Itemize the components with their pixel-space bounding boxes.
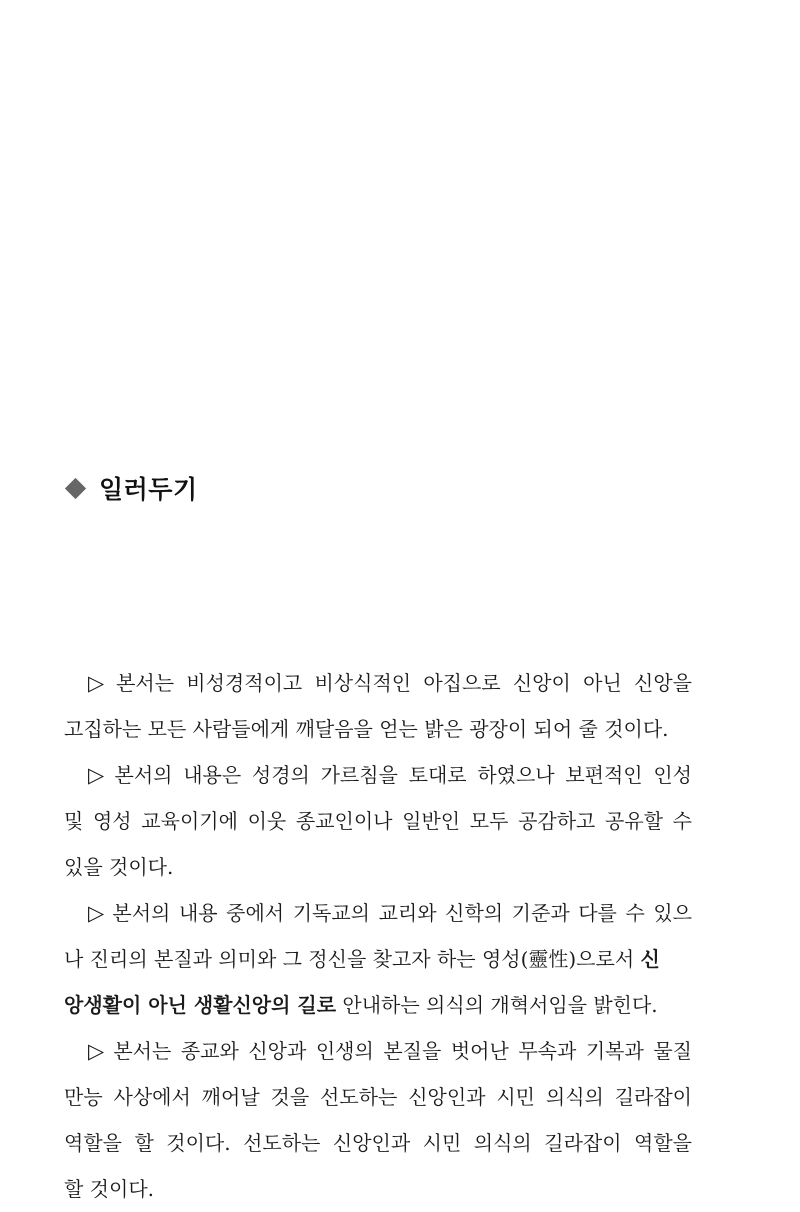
paragraph-text: 본서는 종교와 신앙과 인생의 본질을 벗어난 무속과 기복과 물질 [113,1039,692,1063]
paragraph-text: 있을 것이다. [64,855,174,879]
paragraph-line [64,982,692,1028]
section-heading [64,470,198,506]
paragraph-line [64,660,692,706]
paragraph-line [64,1028,692,1074]
paragraph-text: 역할을 할 것이다. 선도하는 신앙인과 시민 의식의 길라잡이 역할을 [64,1131,692,1155]
paragraph-text: 본서의 내용 중에서 기독교의 교리와 신학의 기준과 다를 수 있으 [112,901,692,925]
diamond-bullet-icon [65,477,86,498]
emphasis-text: 신 [640,947,660,971]
paragraph-line [64,752,692,798]
triangle-bullet-icon: ▷ [88,901,107,925]
triangle-bullet-icon: ▷ [88,1039,108,1063]
paragraph-line [64,706,692,752]
paragraph-text: 고집하는 모든 사람들에게 깨달음을 얻는 밝은 광장이 되어 줄 것이다. [64,717,669,741]
section-title: 일러두기 [99,475,198,504]
triangle-bullet-icon: ▷ [88,763,109,787]
paragraph-text: 안내하는 의식의 개혁서임을 밝힌다. [342,993,658,1017]
paragraph-text: 만능 사상에서 깨어날 것을 선도하는 신앙인과 시민 의식의 길라잡이 [64,1085,692,1109]
paragraph-line [64,1166,692,1212]
paragraph-text: 본서의 내용은 성경의 가르침을 토대로 하였으나 보편적인 인성 [114,763,692,787]
paragraph-line [64,936,692,982]
notes-body [64,660,692,1212]
paragraph-line [64,1074,692,1120]
paragraph-line [64,844,692,890]
paragraph-line [64,890,692,936]
paragraph-text: 및 영성 교육이기에 이웃 종교인이나 일반인 모두 공감하고 공유할 수 [64,809,692,833]
paragraph-text: 본서는 비성경적이고 비상식적인 아집으로 신앙이 아닌 신앙을 [116,671,692,695]
paragraph-text: 할 것이다. [64,1177,154,1201]
triangle-bullet-icon: ▷ [88,671,111,695]
paragraph-text: 나 진리의 본질과 의미와 그 정신을 찾고자 하는 영성(靈性)으로서 [64,947,635,971]
emphasis-text: 앙생활이 아닌 생활신앙의 길로 [64,993,337,1017]
paragraph-line [64,798,692,844]
paragraph-line [64,1120,692,1166]
